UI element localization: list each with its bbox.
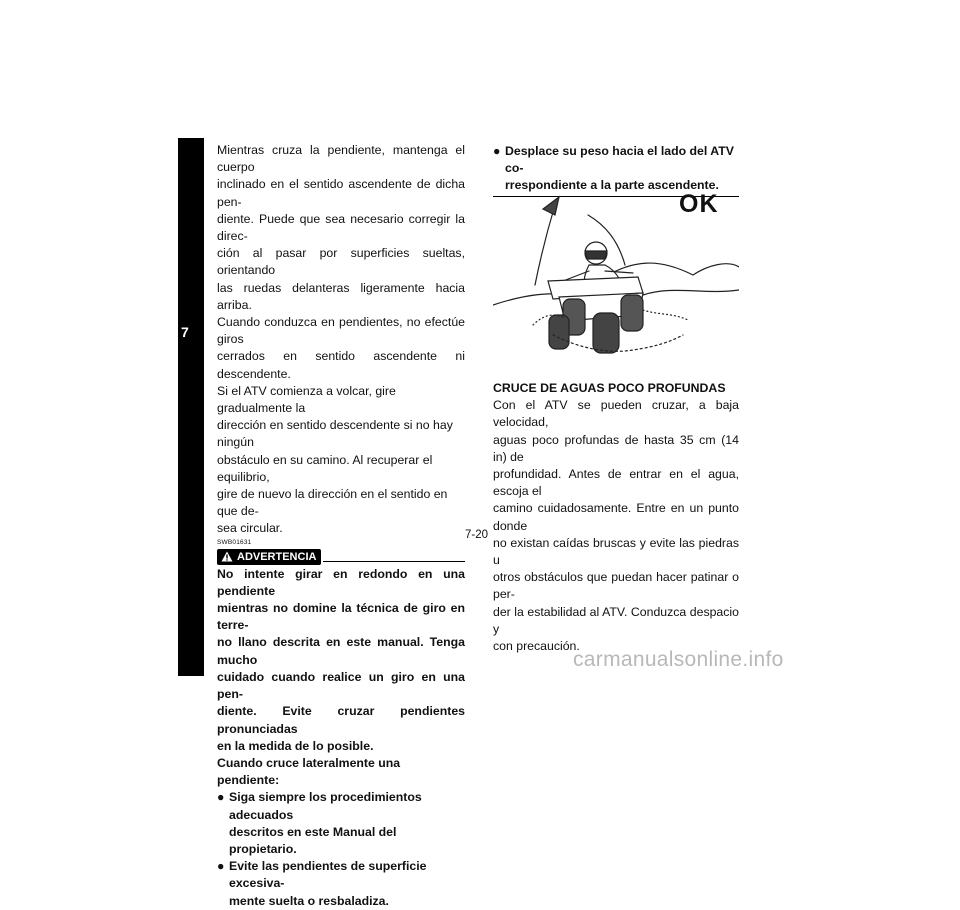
text-line: descritos en este Manual del propietario. — [229, 824, 397, 856]
figure-ok-label: OK — [679, 190, 719, 218]
text-line: camino cuidadosamente. Entre en un punto donde — [493, 501, 739, 533]
text-line: no llano descrita en este manual. Tenga mucho — [217, 635, 465, 667]
text-line: en la medida de lo posible. — [217, 738, 374, 753]
section-title: CRUCE DE AGUAS POCO PROFUNDAS — [493, 381, 726, 395]
text-line: obstáculo en su camino. Al recuperar el equilibrio, — [217, 452, 433, 484]
chapter-tab — [178, 138, 204, 676]
text-line: Desplace su peso hacia el lado del ATV co- — [505, 144, 734, 176]
rollover-paragraph — [217, 383, 465, 538]
text-line: rrespondiente a la parte ascendente. — [505, 178, 719, 193]
text-line: cuidado cuando realice un giro en una pen- — [217, 669, 465, 702]
text-line: Mientras cruza la pendiente, mantenga el cuerpo — [217, 143, 465, 175]
lateral-heading: Cuando cruce lateralmente una pendiente: — [217, 755, 401, 788]
text-line: mente suelta o resbaladiza. — [229, 893, 389, 908]
bullet-text — [229, 858, 465, 910]
text-line: der la estabilidad al ATV. Conduzca despacio y — [493, 604, 739, 636]
watermark: carmanualsonline.info — [573, 648, 784, 671]
text-line: aguas poco profundas de hasta 35 cm (14 in) de — [493, 432, 739, 464]
bullet-icon: ● — [493, 144, 501, 158]
text-line: cerrados en sentido ascendente ni descendente. — [217, 349, 465, 381]
warning-code: SWB01631 — [217, 538, 252, 546]
left-column — [217, 142, 465, 910]
text-line: sea circular. — [217, 521, 283, 536]
text-line: con precaución. — [493, 639, 580, 654]
warning-rule — [323, 552, 465, 562]
warning-text — [217, 566, 465, 755]
text-line: Cuando conduzca en pendientes, no efectúe giros — [217, 315, 465, 347]
warning-badge — [217, 549, 321, 565]
text-line: No intente girar en redondo en una pendiente — [217, 566, 465, 598]
text-line: otros obstáculos que puedan hacer patinar o per- — [493, 570, 739, 602]
section-paragraph — [493, 397, 739, 655]
page-number: 7-20 — [465, 529, 489, 541]
text-line: las ruedas delanteras ligeramente hacia arriba. — [217, 280, 465, 312]
intro-paragraph — [217, 142, 465, 383]
text-line: no existan caídas bruscas y evite las piedras u — [493, 535, 739, 568]
right-column-bottom — [493, 380, 739, 655]
text-line: profundidad. Antes de entrar en el agua, escoja el — [493, 467, 739, 499]
text-line: dirección en sentido descendente si no hay ningún — [217, 418, 453, 450]
text-line: Evite las pendientes de superficie excesiva- — [229, 859, 427, 891]
text-line: diente. Puede que sea necesario corregir la direc- — [217, 211, 465, 244]
text-line: Con el ATV se pueden cruzar, a baja velocidad, — [493, 398, 739, 430]
text-line: diente. Evite cruzar pendientes pronunciadas — [217, 704, 465, 736]
bullet-text — [229, 789, 465, 858]
warning-label: ADVERTENCIA — [237, 550, 317, 563]
bullet-item — [217, 789, 465, 858]
chapter-number: 7 — [181, 324, 189, 340]
text-line: gire de nuevo la dirección en el sentido en que de- — [217, 487, 448, 519]
warning-triangle-icon — [221, 551, 233, 562]
bullet-item — [217, 858, 465, 910]
text-line: ción al pasar por superficies sueltas, orientando — [217, 246, 465, 278]
warning-header — [217, 548, 465, 566]
bullet-icon: ● — [217, 859, 225, 874]
text-line: Si el ATV comienza a volcar, gire gradualmente la — [217, 383, 396, 416]
text-line: Siga siempre los procedimientos adecuados — [229, 790, 422, 822]
text-line: mientras no domine la técnica de giro en terre- — [217, 601, 465, 633]
text-line: inclinado en el sentido ascendente de dicha pen- — [217, 177, 465, 209]
bullet-icon: ● — [217, 790, 225, 805]
